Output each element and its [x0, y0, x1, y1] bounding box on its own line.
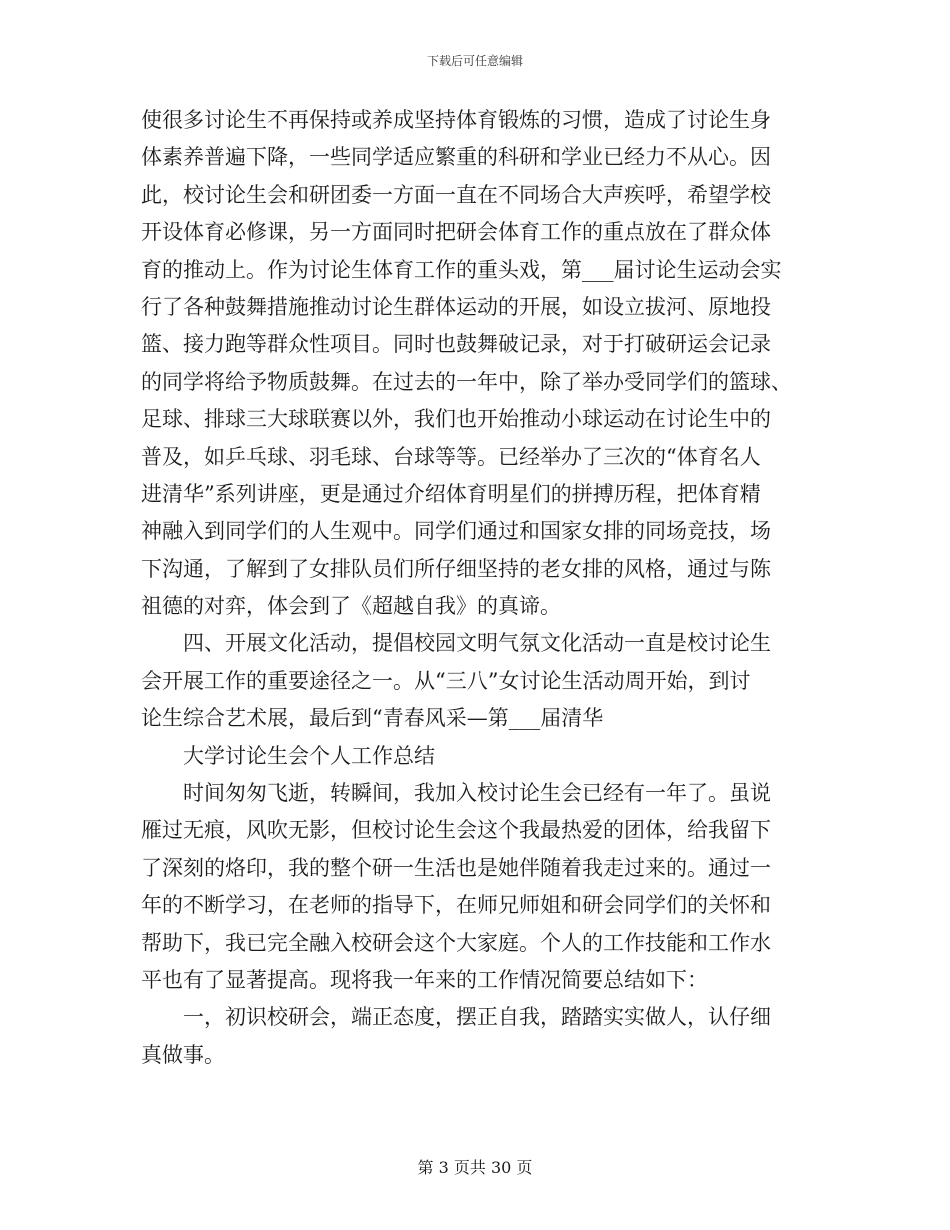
paragraph-start-line: 一，初识校研会，端正态度，摆正自我，踏踏实实做人，认仔细 [183, 1005, 771, 1030]
paragraph-start-line: 时间匆匆飞逝，转瞬间，我加入校讨论生会已经有一年了。虽说 [183, 781, 771, 806]
text-line: 体素养普遍下降，一些同学适应繁重的科研和学业已经力不从心。因 [141, 145, 771, 170]
text-line: 帮助下，我已完全融入校研会这个大家庭。个人的工作技能和工作水 [141, 930, 771, 955]
text-line: 普及，如乒乓球、羽毛球、台球等等。已经举办了三次的“体育名人 [141, 444, 761, 469]
text-line: 行了各种鼓舞措施推动讨论生群体运动的开展，如设立拔河、原地投 [141, 294, 771, 319]
text-line: 的同学将给予物质鼓舞。在过去的一年中，除了举办受同学们的篮球、 [141, 369, 792, 394]
text-line: 年的不断学习，在老师的指导下，在师兄师姐和研会同学们的关怀和 [141, 893, 771, 918]
text-line: 进清华”系列讲座，更是通过介绍体育明星们的拼搏历程，把体育精 [141, 481, 761, 506]
page-number: 第 3 页共 30 页 [417, 1158, 533, 1177]
text-line: 真做事。 [141, 1042, 225, 1067]
document-body [141, 102, 809, 1074]
text-line: 育的推动上。作为讨论生体育工作的重头戏，第___届讨论生运动会实 [141, 257, 782, 282]
text-line: 论生综合艺术展，最后到“青春风采—第___届清华 [141, 706, 604, 731]
text-line: 使很多讨论生不再保持或养成坚持体育锻炼的习惯，造成了讨论生身 [141, 108, 771, 132]
text-line: 祖德的对弈，体会到了《超越自我》的真谛。 [141, 594, 561, 619]
text-line: 神融入到同学们的人生观中。同学们通过和国家女排的同场竞技，场 [141, 519, 771, 544]
text-line: 开设体育必修课，另一方面同时把研会体育工作的重点放在了群众体 [141, 220, 771, 245]
page-header: 下载后可任意编辑 [426, 54, 523, 68]
text-line: 下沟通，了解到了女排队员们所仔细坚持的老女排的风格，通过与陈 [141, 556, 771, 581]
text-line: 平也有了显著提高。现将我一年来的工作情况简要总结如下： [141, 967, 708, 992]
text-line: 会开展工作的重要途径之一。从“三八”女讨论生活动周开始，到讨 [141, 668, 751, 693]
text-line: 篮、接力跑等群众性项目。同时也鼓舞破记录，对于打破研运会记录 [141, 332, 771, 357]
text-line: 足球、排球三大球联赛以外，我们也开始推动小球运动在讨论生中的 [141, 407, 771, 432]
text-line: 此，校讨论生会和研团委一方面一直在不同场合大声疾呼，希望学校 [141, 182, 771, 207]
paragraph-start-line: 四、开展文化活动，提倡校园文明气氛文化活动一直是校讨论生 [183, 631, 771, 656]
text-line: 雁过无痕，风吹无影，但校讨论生会这个我最热爱的团体，给我留下 [141, 818, 771, 843]
section-title: 大学讨论生会个人工作总结 [183, 743, 435, 768]
text-line: 了深刻的烙印，我的整个研一生活也是她伴随着我走过来的。通过一 [141, 855, 771, 880]
